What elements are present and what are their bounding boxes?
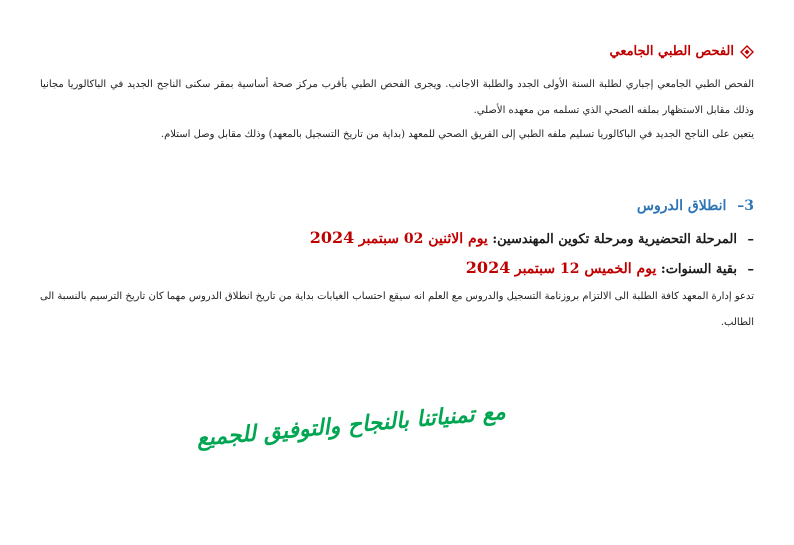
list-dash: –: [747, 262, 754, 277]
heading-text: الفحص الطبي الجامعي: [609, 44, 734, 59]
list-dash: –: [747, 232, 754, 247]
paragraph-medical-exam: الفحص الطبي الجامعي إجباري لطلبة السنة الأولى الجدد والطلبة الاجانب. ويجرى الفحص الطبي بأقرب مركز صحة أساسية بمقر سكنى الناجح الجديد في الباكالوريا مجانيا وذلك مقابل الاستظهار بملفه الصحي الذي تسلمه من معهده الأصلي.: [40, 79, 754, 116]
section-number: 3–: [737, 198, 754, 214]
start-date-year: 2024: [309, 228, 355, 247]
heading-text: انطلاق الدروس: [636, 198, 727, 214]
start-date-year: 2024: [465, 258, 511, 277]
course-start-preparatory: [40, 228, 754, 247]
section-heading-medical-exam: [40, 44, 754, 59]
start-date-day: يوم الاثنين 02 سبتمبر: [358, 231, 488, 247]
line-label: المرحلة التحضيرية ومرحلة تكوين المهندسين:: [492, 232, 737, 247]
section-heading-course-start: [40, 198, 754, 214]
line-label: بقية السنوات:: [660, 262, 737, 277]
start-date-day: يوم الخميس 12 سبتمبر: [514, 261, 657, 277]
course-start-other-years: [40, 258, 754, 277]
paragraph-medical-file: يتعين على الناجح الجديد في الباكالوريا تسليم ملفه الطبي إلى الفريق الصحي للمعهد (بداية من تاريخ التسجيل بالمعهد) وذلك مقابل وصل استلام.: [160, 129, 754, 140]
diamond-outline-icon: [740, 45, 754, 59]
paragraph-attendance-notice: تدعو إدارة المعهد كافة الطلبة الى الالتزام بروزنامة التسجيل والدروس مع العلم انه سيقع احتساب الغيابات بداية من تاريخ انطلاق الدروس مهما كان تاريخ الترسيم بالنسبة الى الطالب.: [40, 291, 754, 328]
closing-wish: مع تمنياتنا بالنجاح والتوفيق للجميع: [195, 398, 507, 452]
